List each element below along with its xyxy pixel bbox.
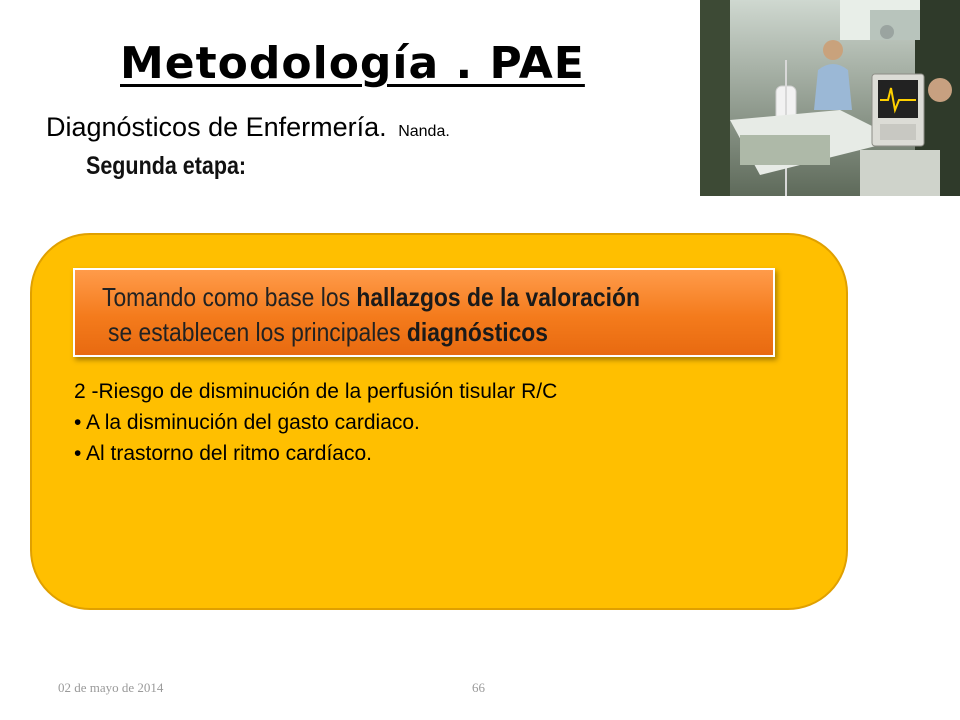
slide-title: Metodología . PAE xyxy=(120,38,585,89)
diagnosis-list xyxy=(74,376,557,469)
list-item: • Al trastorno del ritmo cardíaco. xyxy=(74,442,372,465)
intro-banner xyxy=(73,268,775,357)
slide-subtitle xyxy=(46,112,450,143)
banner-line-1 xyxy=(102,282,640,313)
diagnosis-heading: 2 -Riesgo de disminución de la perfusión tisular R/C xyxy=(74,380,558,403)
footer-date: 02 de mayo de 2014 xyxy=(58,680,164,695)
subtitle-small: Nanda. xyxy=(398,123,450,140)
page-number: 66 xyxy=(472,680,485,695)
banner-line-2-text: se establecen los principales xyxy=(108,317,407,347)
banner-line-1-text: Tomando como base los xyxy=(102,282,357,312)
hospital-photo xyxy=(700,0,960,196)
banner-line-2 xyxy=(108,317,548,348)
subtitle-main: Diagnósticos de Enfermería. xyxy=(46,112,387,142)
stage-label: Segunda etapa: xyxy=(86,152,247,180)
banner-line-1-bold: hallazgos de la valoración xyxy=(356,282,640,312)
list-item: • A la disminución del gasto cardiaco. xyxy=(74,411,420,434)
banner-line-2-bold: diagnósticos xyxy=(406,317,548,347)
